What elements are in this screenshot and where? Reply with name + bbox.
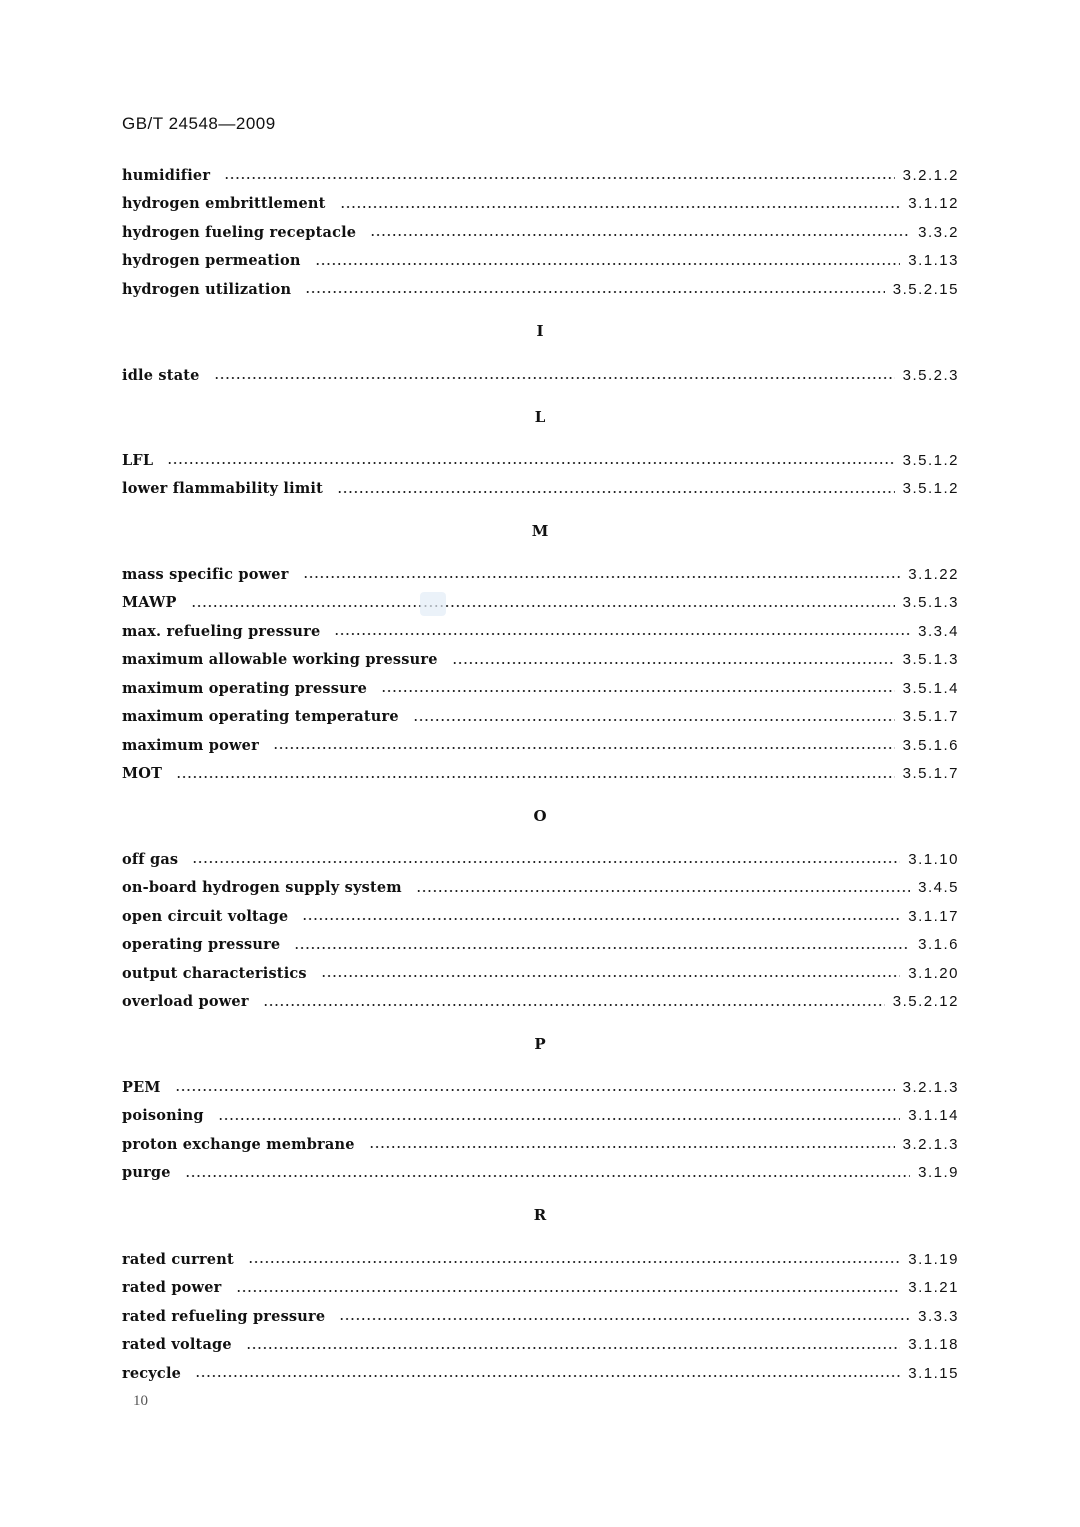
- index-entry: [122, 648, 959, 672]
- dot-leader: [305, 291, 885, 293]
- index-term: purge: [122, 1164, 171, 1181]
- index-term: rated power: [122, 1279, 222, 1296]
- index-term: MOT: [122, 765, 163, 782]
- index-term: MAWP: [122, 594, 177, 611]
- clause-reference: 3.5.1.3: [902, 594, 959, 611]
- dot-leader: [302, 918, 900, 920]
- dot-leader: [369, 1146, 895, 1148]
- section-letter: M: [531, 522, 549, 540]
- index-term: maximum allowable working pressure: [122, 651, 438, 668]
- clause-reference: 3.3.2: [918, 223, 959, 241]
- index-entry: [122, 705, 959, 729]
- index-entry: [122, 762, 959, 786]
- index-term: overload power: [122, 993, 249, 1010]
- dot-leader: [337, 491, 895, 493]
- index-term: LFL: [122, 451, 154, 469]
- index-entry: [122, 619, 959, 643]
- index-entry: [122, 1247, 959, 1271]
- clause-reference: 3.1.12: [908, 195, 959, 212]
- index-entry: [122, 876, 959, 900]
- dot-leader: [294, 947, 910, 949]
- clause-reference: 3.1.17: [908, 907, 959, 925]
- section-letter: O: [533, 807, 547, 825]
- clause-reference: 3.2.1.3: [902, 1078, 959, 1096]
- dot-leader: [176, 776, 895, 778]
- index-term: on-board hydrogen supply system: [122, 879, 402, 896]
- dot-leader: [413, 719, 895, 721]
- clause-reference: 3.5.2.12: [892, 993, 959, 1010]
- index-entry: [122, 847, 959, 871]
- dot-leader: [370, 234, 910, 236]
- index-entry: [122, 163, 959, 187]
- dot-leader: [192, 861, 900, 863]
- clause-reference: 3.3.4: [918, 622, 959, 640]
- index-entry: [122, 1361, 959, 1385]
- index-entry: [122, 733, 959, 757]
- page-number: 10: [133, 1393, 148, 1409]
- index-entry: [122, 448, 959, 472]
- index-entry: [122, 477, 959, 501]
- index-entry: [122, 1304, 959, 1328]
- index-entry: [122, 591, 959, 615]
- index-term: PEM: [122, 1078, 161, 1096]
- index-entry: [122, 1104, 959, 1128]
- index-term: idle state: [122, 366, 200, 384]
- index-term: rated refueling pressure: [122, 1307, 326, 1325]
- index-entry: [122, 961, 959, 985]
- dot-leader: [416, 890, 910, 892]
- index-term: operating pressure: [122, 936, 281, 953]
- dot-leader: [246, 1347, 900, 1349]
- index-term: humidifier: [122, 166, 211, 184]
- dot-leader: [303, 576, 901, 578]
- index-entry: [122, 277, 959, 301]
- index-entry: [122, 192, 959, 216]
- index-entry: [122, 249, 959, 273]
- index-term: hydrogen utilization: [122, 280, 292, 298]
- clause-reference: 3.1.14: [908, 1107, 959, 1124]
- clause-reference: 3.1.22: [908, 565, 959, 583]
- index-term: hydrogen embrittlement: [122, 195, 326, 212]
- index-entry: [122, 363, 959, 387]
- clause-reference: 3.4.5: [918, 879, 959, 896]
- clause-reference: 3.5.1.4: [902, 679, 959, 697]
- index-entry: [122, 220, 959, 244]
- index-term: output characteristics: [122, 964, 307, 982]
- dot-leader: [248, 1261, 900, 1263]
- dot-leader: [236, 1290, 901, 1292]
- section-letter: R: [533, 1206, 547, 1224]
- dot-leader: [167, 462, 894, 464]
- index-term: hydrogen permeation: [122, 252, 301, 269]
- index-term: poisoning: [122, 1107, 204, 1124]
- dot-leader: [218, 1118, 901, 1120]
- index-term: lower flammability limit: [122, 480, 323, 497]
- dot-leader: [452, 662, 895, 664]
- clause-reference: 3.2.1.3: [902, 1135, 959, 1153]
- index-entry: [122, 1132, 959, 1156]
- section-letter: P: [534, 1035, 546, 1053]
- index-term: rated current: [122, 1250, 234, 1268]
- index-entry: [122, 1161, 959, 1185]
- clause-reference: 3.1.9: [918, 1164, 959, 1181]
- dot-leader: [315, 263, 901, 265]
- index-term: maximum power: [122, 736, 259, 754]
- clause-reference: 3.1.13: [908, 252, 959, 269]
- watermark-smudge: [420, 592, 446, 616]
- section-letter: L: [534, 408, 546, 426]
- index-entry: [122, 676, 959, 700]
- index-term: mass specific power: [122, 565, 289, 583]
- index-term: off gas: [122, 850, 179, 868]
- dot-leader: [340, 206, 901, 208]
- dot-leader: [185, 1175, 910, 1177]
- clause-reference: 3.1.15: [908, 1364, 959, 1382]
- dot-leader: [175, 1089, 895, 1091]
- index-term: recycle: [122, 1364, 182, 1382]
- dot-leader: [263, 1004, 885, 1006]
- standard-header: GB/T 24548—2009: [122, 114, 276, 133]
- index-term: hydrogen fueling receptacle: [122, 223, 357, 241]
- clause-reference: 3.3.3: [918, 1307, 959, 1325]
- index-term: open circuit voltage: [122, 907, 289, 925]
- clause-reference: 3.5.1.7: [902, 708, 959, 725]
- index-entry: [122, 1075, 959, 1099]
- dot-leader: [334, 633, 910, 635]
- index-entry: [122, 562, 959, 586]
- clause-reference: 3.1.20: [908, 964, 959, 982]
- index-entry: [122, 990, 959, 1014]
- clause-reference: 3.2.1.2: [902, 166, 959, 184]
- clause-reference: 3.5.2.15: [892, 280, 959, 298]
- dot-leader: [224, 177, 894, 179]
- dot-leader: [339, 1318, 910, 1320]
- index-term: proton exchange membrane: [122, 1135, 355, 1153]
- clause-reference: 3.1.21: [908, 1279, 959, 1296]
- dot-leader: [381, 690, 895, 692]
- index-term: rated voltage: [122, 1336, 232, 1353]
- index-entry: [122, 1276, 959, 1300]
- index-entry: [122, 904, 959, 928]
- index-term: max. refueling pressure: [122, 622, 321, 640]
- clause-reference: 3.5.1.3: [902, 651, 959, 668]
- dot-leader: [273, 747, 895, 749]
- dot-leader: [321, 975, 900, 977]
- clause-reference: 3.5.1.2: [902, 480, 959, 497]
- clause-reference: 3.1.19: [908, 1250, 959, 1268]
- clause-reference: 3.5.1.2: [902, 451, 959, 469]
- index-entry: [122, 1333, 959, 1357]
- index-term: maximum operating pressure: [122, 679, 368, 697]
- clause-reference: 3.5.1.6: [902, 736, 959, 754]
- index-term: maximum operating temperature: [122, 708, 399, 725]
- index-entry: [122, 933, 959, 957]
- dot-leader: [191, 605, 895, 607]
- clause-reference: 3.5.2.3: [902, 366, 959, 384]
- section-letter: I: [536, 322, 544, 340]
- clause-reference: 3.1.10: [908, 850, 959, 868]
- dot-leader: [214, 377, 895, 379]
- dot-leader: [195, 1375, 900, 1377]
- clause-reference: 3.1.6: [918, 936, 959, 953]
- clause-reference: 3.5.1.7: [902, 765, 959, 782]
- clause-reference: 3.1.18: [908, 1336, 959, 1353]
